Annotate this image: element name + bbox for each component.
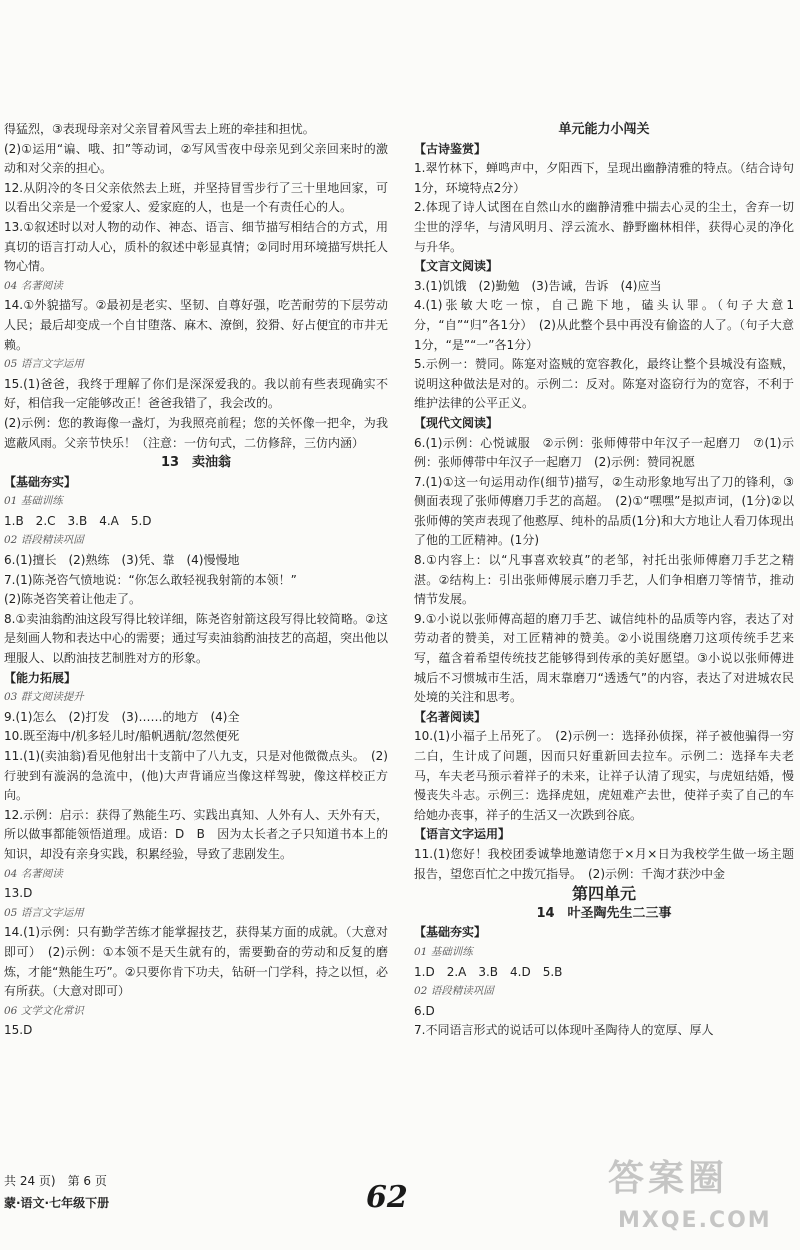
page-info: 共 24 页) 第 6 页 [4, 1174, 107, 1188]
section-tag: 【文言文阅读】 [414, 259, 499, 274]
answer-item: 7.(1)①这一句运用动作(细节)描写，②生动形象地写出了刀的锋利，③侧面表现了张师傅磨刀手艺的高超。 (2)①“嘿嘿”是拟声词，(1分)②以张师傅的笑声表现了他憨厚、纯朴的品质(1分)和大方地让人看刀体现出了他的工匠精神。(1分) [414, 474, 794, 548]
answer-item: 2.体现了诗人试图在自然山水的幽静清雅中揣去心灵的尘土，舍弃一切尘世的浮华，与清风明月、浮云流水、静野幽林相伴，获得心灵的净化与升华。 [414, 200, 794, 254]
subsection-label: 04 名著阅读 [4, 867, 63, 880]
answer-item: 13.①叙述时以对人物的动作、神态、语言、细节描写相结合的方式，用真切的语言打动人心，质朴的叙述中彰显真情；②同时用环境描写烘托人物心情。 [4, 219, 388, 274]
subsection-label: 02 语段精读巩固 [4, 534, 84, 547]
subsection-label: 06 文学文化常识 [4, 1004, 84, 1017]
unit-title: 第四单元 [571, 884, 636, 904]
section-tag: 【名著阅读】 [414, 709, 487, 724]
subsection-label: 04 名著阅读 [4, 279, 63, 292]
section-tag: 【古诗鉴赏】 [414, 141, 487, 156]
answer-item: 8.①卖油翁酌油这段写得比较详细，陈尧咨射箭这段写得比较简略。②这是刻画人物和表达中心的需要；通过写卖油翁酌油技艺的高超，突出他以理服人、以酌油技艺制胜对方的形象。 [4, 611, 389, 666]
subsection-label: 02 语段精读巩固 [414, 985, 494, 998]
answer-item: 4.(1)张敏大吃一惊，自己跪下地，磕头认罪。（句子大意1分，“自”“归”各1分） (2)从此整个县中再没有偷盗的人了。（句子大意1分，“是”“一”各1分） [414, 298, 794, 352]
answer-item: 7.不同语言形式的说话可以体现叶圣陶待人的宽厚、厚人 [414, 1023, 714, 1038]
lesson-title: 单元能力小闯关 [558, 122, 650, 137]
answer-item: 11.(1)您好！我校团委诚挚地邀请您于×月×日为我校学生做一场主题报告，望您百忙之中拨冗指导。 (2)示例：千淘才获沙中金 [414, 846, 794, 881]
answer-item: 8.①内容上：以“凡事喜欢较真”的老邹，衬托出张师傅磨刀手艺之精湛。②结构上：引出张师傅展示磨刀手艺，人们争相磨刀等情节，推动情节发展。 [414, 553, 794, 607]
lesson-title: 14 叶圣陶先生二三事 [536, 905, 672, 921]
answer-item: 11.(1)(卖油翁)看见他射出十支箭中了八九支，只是对他微微点头。 (2)行驶到有漩涡的急流中，(他)大声背诵应当像这样驾驶，像这样校正方向。 [4, 749, 388, 803]
answer-item: 7.(1)陈尧咨气愤地说：“你怎么敢轻视我射箭的本领！” [4, 572, 297, 587]
answer-item: 6.(1)擅长 (2)熟练 (3)凭、靠 (4)慢慢地 [4, 553, 240, 568]
answer-item: 1.B 2.C 3.B 4.A 5.D [4, 513, 152, 528]
answer-item: 9.①小说以张师傅高超的磨刀手艺、诚信纯朴的品质等内容，表达了对劳动者的赞美，对工匠精神的赞美。②小说围绕磨刀这项传统手艺来写，蕴含着希望传统技艺能够得到传承的美好愿望。③小说以张师傅进城后不习惯城市生活，周末靠磨刀“透透气”的内容，表达了对进城农民处境的关注和思考。 [414, 611, 794, 705]
subsection-label: 03 群文阅读提升 [4, 691, 84, 704]
answer-item: 得猛烈，③表现母亲对父亲冒着风雪去上班的牵挂和担忧。 [4, 122, 315, 136]
answer-item: 12.示例：启示：获得了熟能生巧、实践出真知、人外有人、天外有天，所以做事都能领悟道理。成语：D B 因为太长者之子只知道书本上的知识，却没有亲身实践，积累经验，导致了悲剧发生。 [4, 807, 388, 861]
answer-item: 3.(1)饥饿 (2)勤勉 (3)告诫，告诉 (4)应当 [414, 278, 662, 293]
answer-item: 15.D [4, 1023, 33, 1038]
section-tag: 【基础夯实】 [414, 925, 487, 940]
subsection-label: 01 基础训练 [414, 945, 473, 958]
subsection-label: 01 基础训练 [4, 495, 63, 508]
watermark-url: MXQE.COM [618, 1208, 772, 1233]
page-number: 62 [366, 1180, 408, 1215]
subsection-label: 05 语言文字运用 [4, 906, 84, 919]
answer-item: 14.①外貌描写。②最初是老实、坚韧、自尊好强，吃苦耐劳的下层劳动人民；最后却变成一个自甘堕落、麻木、潦倒，狡猾、好占便宜的市井无赖。 [4, 298, 389, 352]
section-tag: 【能力拓展】 [4, 670, 77, 685]
subsection-label: 05 语言文字运用 [4, 358, 84, 371]
section-tag: 【基础夯实】 [4, 474, 77, 489]
answer-item: 13.D [4, 886, 33, 901]
lesson-title: 13 卖油翁 [160, 455, 232, 471]
answer-item: 9.(1)怎么 (2)打发 (3)……的地方 (4)全 [4, 709, 240, 724]
answer-item: (2)陈尧咨笑着让他走了。 [4, 592, 141, 607]
section-tag: 【现代文阅读】 [414, 415, 499, 430]
answer-item: 12.从阴冷的冬日父亲依然去上班，并坚持冒雪步行了三十里地回家，可以看出父亲是一个爱家人、爱家庭的人，也是一个有责任心的人。 [4, 180, 388, 215]
answer-item: 1.翠竹林下，蝉鸣声中，夕阳西下，呈现出幽静清雅的特点。（结合诗句1分，环境特点2分） [414, 161, 794, 195]
answer-item: 6.(1)示例：心悦诚服 ②示例：张师傅带中年汉子一起磨刀 ⑦(1)示例：张师傅带中年汉子一起磨刀 (2)示例：赞同祝愿 [414, 435, 794, 470]
answer-item: 6.D [414, 1003, 435, 1018]
answer-item: 10.(1)小福子上吊死了。 (2)示例一：选择孙侦探，祥子被他骗得一穷二白，生计成了问题，因而只好重新回去拉车。示例二：选择车夫老马，车夫老马预示着祥子的未来，让祥子认清了现实，与虎妞结婚，慢慢丧失斗志。示例三：选择虎妞，虎妞难产去世，使祥子卖了自己的车给她办丧事，祥子的生活又一次跌到谷底。 [414, 729, 794, 822]
answer-item: 15.(1)爸爸，我终于理解了你们是深深爱我的。我以前有些表现确实不好，相信我一定能够改正！爸爸我错了，我会改的。 [4, 376, 388, 411]
left-column [4, 120, 388, 1041]
answer-item: 14.(1)示例：只有勤学苦练才能掌握技艺，获得某方面的成就。（大意对即可） (2)示例：①本领不是天生就有的，需要勤奋的劳动和反复的磨炼，才能“熟能生巧”。②只要你肯下功夫，钻研一门学科，持之以恒，必有所获。（大意对即可） [4, 925, 388, 999]
answer-item: 5.示例一：赞同。陈寔对盗贼的宽容教化，最终让整个县城没有盗贼，说明这种做法是对的。示例二：反对。陈寔对盗窃行为的宽容，不利于维护法律的公平正义。 [414, 357, 794, 411]
section-tag: 【语言文字运用】 [414, 827, 511, 842]
book-label: 蒙·语文·七年级下册 [4, 1196, 110, 1210]
answer-item: (2)①运用“谝、哦、扣”等动词，②写风雪夜中母亲见到父亲回来时的激动和对父亲的担心。 [4, 141, 388, 176]
footer-info [4, 1170, 109, 1214]
right-column [414, 120, 794, 1041]
watermark-logo [608, 1150, 788, 1245]
answer-item: (2)示例：您的教诲像一盏灯，为我照亮前程；您的关怀像一把伞，为我遮蔽风雨。父亲节快乐！（注意：一仿句式，二仿修辞，三仿内涵） [4, 415, 388, 450]
answer-item: 1.D 2.A 3.B 4.D 5.B [414, 964, 563, 979]
watermark-text: 答案圈 [608, 1158, 729, 1199]
answer-item: 10.既至海中/机多轻儿时/船帆遇航/忽然便死 [4, 729, 240, 744]
